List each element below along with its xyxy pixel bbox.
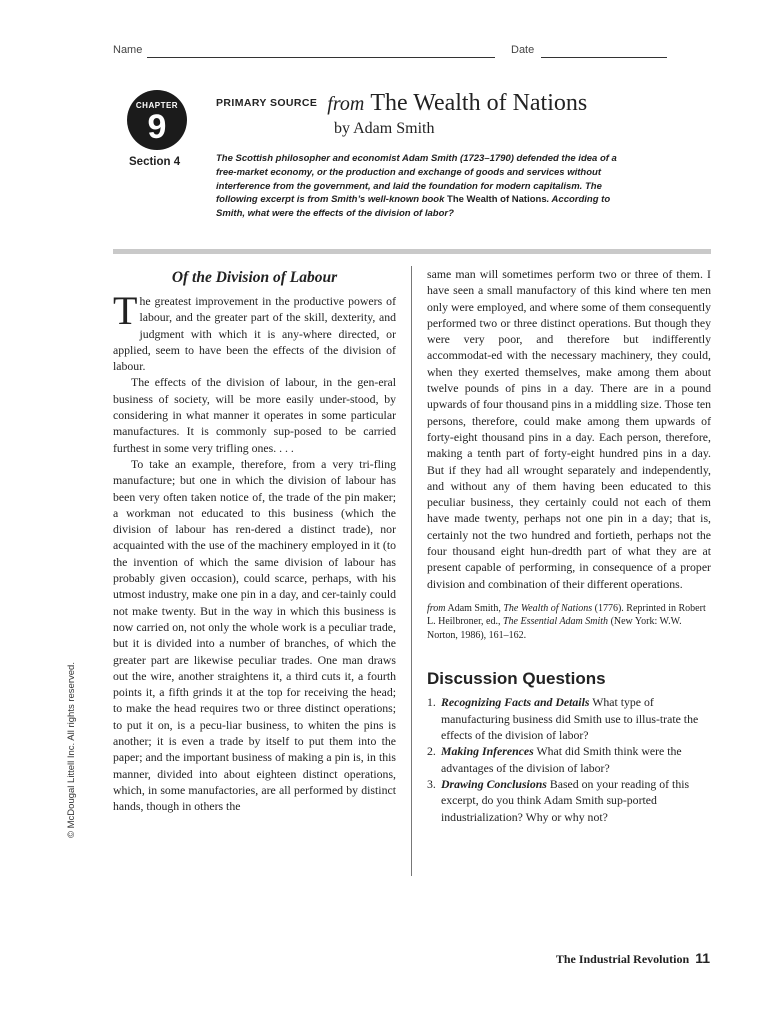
- page-number: 11: [695, 950, 710, 966]
- discussion-question: [427, 776, 711, 825]
- title-from: from: [327, 93, 365, 115]
- question-text: What type of manufacturing business did Smith use to illus-trate the effects of the division of labor?: [441, 695, 699, 743]
- section-label: Section 4: [129, 156, 181, 168]
- intro-paragraph: [216, 152, 624, 221]
- paragraph-1-text: he greatest improvement in the productive powers of labour, and the greater part of the skill, dexterity, and judgment with which it is any-where directed, or applied, seem to have been the effects of the division of labour.: [113, 294, 396, 374]
- question-text: Based on your reading of this excerpt, do you think Adam Smith sup-ported industrialization? Why or why not?: [441, 776, 690, 824]
- question-label: Making Inferences: [441, 744, 534, 759]
- page-footer: [556, 950, 710, 967]
- primary-source-label: PRIMARY SOURCE: [216, 97, 318, 109]
- article-right-column: [427, 266, 711, 825]
- question-text: What did Smith think were the advantages of the division of labor?: [441, 744, 682, 775]
- citation-text-1: Adam Smith,: [445, 602, 504, 614]
- intro-text-2: . According to Smith, what were the effects of the division of labor?: [216, 194, 611, 220]
- chapter-label: CHAPTER: [135, 101, 179, 110]
- column-divider: [411, 266, 412, 876]
- question-number: 2.: [427, 744, 436, 759]
- intro-book-title: The Wealth of Nations: [447, 194, 547, 206]
- name-label: Name: [113, 44, 143, 56]
- intro-text-1: The Scottish philosopher and economist Adam Smith (1723–1790) defended the idea of a free-market economy, or the production and exchange of goods and services without interference from the government, and laid the foundation for modern capitalism. The following excerpt is from Smith’s well-known book: [216, 153, 617, 206]
- discussion-question-list: [427, 694, 711, 824]
- footer-title: The Industrial Revolution: [555, 952, 690, 966]
- title-work: The Wealth of Nations: [370, 90, 588, 116]
- article-paragraph-4: same man will sometimes perform two or three of them. I have seen a small manufactory of this kind where ten men only were employed, and where some of them consequently performed two or three distinct operations. But though they were very poor, and therefore but indifferently accommodat-ed with the necessary machinery, they could, when they exerted themselves, make among them about twelve pounds of pins in a day. There are in a pound upwards of four thousand pins in a middling size. Those ten persons, therefore, could make among them upwards of forty-eight thousand pins in a day. Each person, therefore, making a tenth part of forty-eight hundred pins in a day. But if they had all wrought separately and independently, and without any of them having been educated to this peculiar business, they certainly could not each of them have made twenty, perhaps not one pin in a day; that is, certainly not the two hundred and fortieth, perhaps not the four thousand eight hun-dredth part of what they are at present capable of performing, in consequence of a proper division and combination of their different operations.: [427, 267, 711, 591]
- question-number: 1.: [427, 695, 436, 710]
- discussion-question: [427, 694, 711, 743]
- page-title: [216, 90, 636, 117]
- article-paragraph-3: To take an example, therefore, from a very tri-fling manufacture; but one in which the division of labour has been very often taken notice of, the trade of the pin maker; a workman not educated to this business (which the division of labour has ren-dered a distinct trade), nor acquainted with the use of the machinery employed in it (to the invention of which the same division of labour has probably given occasion), could scarce, perhaps, with his utmost industry, make one pin in a day, and cer-tainly could not make twenty. But in the way in which this business is now carried on, not only the whole work is a peculiar trade, but it is divided into a number of branches, of which the greater part are likewise peculiar trades. One man draws out the wire, another straightens it, a third cuts it, a fourth points it, a fifth grinds it at the top for receiving the head; to make the head requires two or three distinct operations; to put it on, is a pecu-liar business, to whiten the pins is another; it is even a trade by itself to put them into the paper; and the important business of making a pin is, in this manner, divided into about eighteen distinct operations, which, in some manufactories, are all performed by distinct hands, though in others the: [113, 456, 396, 814]
- drop-cap: T: [113, 288, 138, 333]
- citation-work: The Wealth of Nations: [503, 602, 593, 614]
- name-date-header: [113, 44, 673, 60]
- citation-from: from: [427, 602, 446, 614]
- chapter-badge: [127, 90, 187, 150]
- question-label: Drawing Conclusions: [441, 776, 547, 791]
- chapter-number: 9: [147, 108, 167, 146]
- article-title: Of the Division of Labour: [171, 269, 338, 286]
- byline: by Adam Smith: [334, 120, 435, 137]
- question-label: Recognizing Facts and Details: [441, 695, 590, 710]
- discussion-question: [427, 743, 711, 776]
- citation-work-2: The Essential Adam Smith: [502, 616, 609, 628]
- date-line[interactable]: [541, 57, 667, 58]
- section-divider: [113, 249, 711, 254]
- copyright-notice: © McDougal Littell Inc. All rights reserved.: [66, 662, 77, 838]
- date-label: Date: [511, 44, 535, 56]
- discussion-questions-title: Discussion Questions: [427, 669, 606, 689]
- citation: [427, 602, 711, 643]
- article-left-column: [113, 268, 396, 815]
- citation-text-3: (New York: W.W. Norton, 1986), 161–162.: [427, 616, 682, 641]
- article-paragraph-2: The effects of the division of labour, in the gen-eral business of society, will be more easily under-stood, by considering in what manner it operates in some particular manufactures. It is commonly sup-posed to be carried furthest in some very trifling ones. . . .: [113, 375, 396, 455]
- name-line[interactable]: [147, 57, 495, 58]
- citation-text-2: (1776). Reprinted in Robert L. Heilbroner, ed.,: [427, 602, 706, 628]
- article-paragraph-1: [113, 288, 396, 374]
- question-number: 3.: [427, 776, 436, 791]
